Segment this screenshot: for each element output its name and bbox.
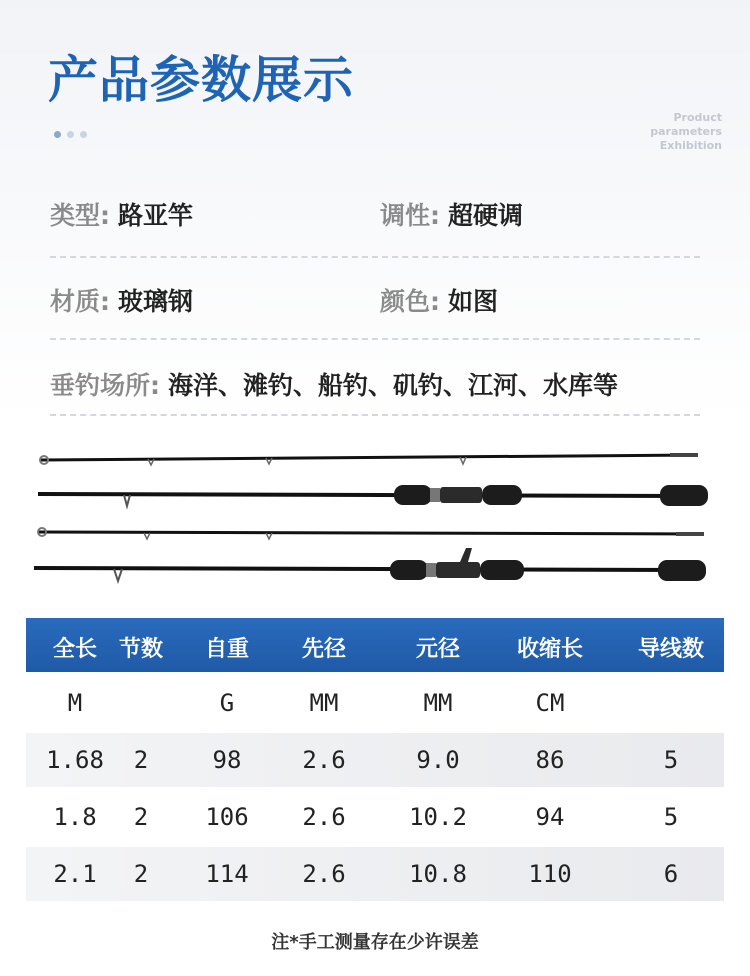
cell-length: 2.1 (53, 860, 97, 888)
pager-dot (80, 131, 87, 138)
param-action-value: 超硬调 (447, 201, 523, 230)
param-color-value: 如图 (447, 287, 498, 316)
cell-tip-dia: 2.6 (302, 860, 346, 888)
fishing-rods-image (30, 440, 720, 590)
unit-butt-dia: MM (423, 689, 453, 717)
cell-weight: 114 (205, 860, 249, 888)
cell-guides: 5 (663, 803, 679, 831)
cell-sections: 2 (133, 746, 149, 774)
cell-length: 1.8 (53, 803, 97, 831)
cell-weight: 106 (205, 803, 249, 831)
pager-dots (54, 131, 87, 138)
cell-closed-length: 110 (528, 860, 572, 888)
param-action-label: 调性: (380, 201, 440, 230)
english-subtitle-line: parameters (650, 125, 722, 138)
english-subtitle (650, 111, 722, 153)
param-color (380, 282, 498, 318)
cell-butt-dia: 10.8 (409, 860, 467, 888)
spec-row (26, 847, 724, 901)
header-weight: 自重 (204, 637, 250, 662)
pager-dot (54, 131, 61, 138)
param-material-value: 玻璃钢 (117, 287, 193, 316)
cell-guides: 5 (663, 746, 679, 774)
cell-tip-dia: 2.6 (302, 746, 346, 774)
header-closed-length: 收缩长 (516, 637, 584, 662)
param-type-value: 路亚竿 (117, 201, 193, 230)
cell-weight: 98 (212, 746, 242, 774)
cell-butt-dia: 10.2 (409, 803, 467, 831)
unit-tip-dia: MM (309, 689, 339, 717)
rod-tip-1 (40, 453, 698, 465)
rod-tip-2 (38, 528, 704, 539)
unit-length: M (67, 689, 83, 717)
header-tip-dia: 先径 (301, 637, 347, 662)
unit-weight: G (219, 689, 235, 717)
unit-closed-length: CM (535, 689, 565, 717)
param-type-label: 类型: (50, 201, 110, 230)
footnote: 注*手工测量存在少许误差 (271, 932, 479, 953)
spec-table-header (26, 618, 724, 672)
cell-sections: 2 (133, 803, 149, 831)
param-color-label: 颜色: (380, 287, 440, 316)
cell-closed-length: 94 (535, 803, 565, 831)
param-type (50, 196, 193, 232)
rod-butt-1 (38, 485, 708, 506)
spec-row (26, 790, 724, 844)
divider (50, 414, 700, 416)
cell-length: 1.68 (46, 746, 104, 774)
param-places-label: 垂钓场所: (50, 371, 160, 400)
english-subtitle-line: Product (673, 111, 722, 124)
header-guides: 导线数 (637, 637, 705, 662)
page-title: 产品参数展示 (48, 51, 354, 109)
param-places-value: 海洋、滩钓、船钓、矶钓、江河、水库等 (167, 371, 618, 400)
param-action (380, 196, 523, 232)
divider (50, 338, 700, 340)
pager-dot (67, 131, 74, 138)
cell-guides: 6 (663, 860, 679, 888)
header-length: 全长 (52, 637, 98, 662)
param-material (50, 282, 193, 318)
spec-units-row (26, 676, 724, 730)
rod-butt-2 (34, 548, 706, 581)
english-subtitle-line: Exhibition (659, 139, 722, 152)
cell-sections: 2 (133, 860, 149, 888)
param-places (50, 366, 618, 402)
cell-butt-dia: 9.0 (416, 746, 460, 774)
param-material-label: 材质: (50, 287, 110, 316)
cell-tip-dia: 2.6 (302, 803, 346, 831)
header-sections: 节数 (118, 637, 164, 662)
spec-row (26, 733, 724, 787)
cell-closed-length: 86 (535, 746, 565, 774)
divider (50, 256, 700, 258)
header-butt-dia: 元径 (415, 637, 461, 662)
